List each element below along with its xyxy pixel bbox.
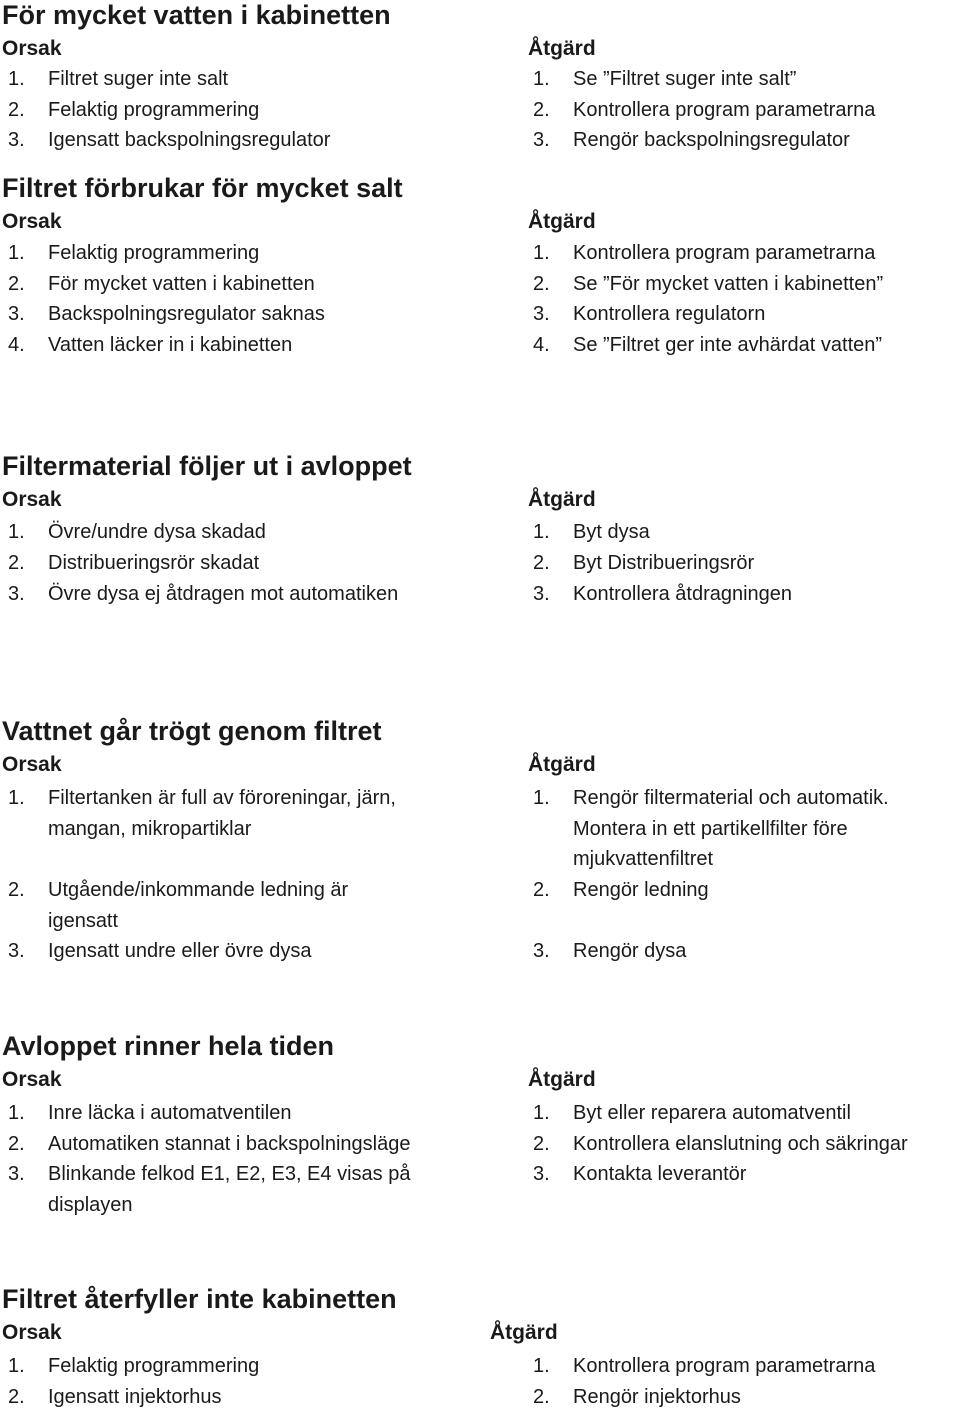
- action-number: 3.: [533, 1163, 550, 1185]
- cause-text: Övre/undre dysa skadad: [48, 521, 266, 543]
- action-number: 3.: [533, 129, 550, 151]
- cause-number: 1.: [8, 242, 25, 264]
- action-number: 2.: [533, 273, 550, 295]
- cause-number: 3.: [8, 303, 25, 325]
- cause-text: Igensatt backspolningsregulator: [48, 129, 331, 151]
- cause-text: Automatiken stannat i backspolningsläge: [48, 1133, 411, 1155]
- cause-number: 2.: [8, 1133, 25, 1155]
- cause-header: Orsak: [2, 753, 62, 776]
- cause-header: Orsak: [2, 1068, 62, 1091]
- cause-number: 3.: [8, 583, 25, 605]
- action-number: 1.: [533, 787, 550, 809]
- cause-number: 2.: [8, 552, 25, 574]
- action-header: Åtgärd: [490, 1321, 558, 1344]
- section-title: Filtret återfyller inte kabinetten: [2, 1284, 397, 1314]
- cause-number: 2.: [8, 879, 25, 901]
- cause-text: Distribueringsrör skadat: [48, 552, 260, 574]
- action-number: 1.: [533, 1355, 550, 1377]
- action-text: Kontrollera elanslutning och säkringar: [573, 1133, 908, 1155]
- cause-text: Felaktig programmering: [48, 242, 260, 264]
- action-text: Rengör injektorhus: [573, 1386, 741, 1408]
- action-text: Se ”Filtret ger inte avhärdat vatten”: [573, 334, 883, 356]
- section-title: Filtermaterial följer ut i avloppet: [2, 451, 412, 481]
- action-text: Byt dysa: [573, 521, 650, 543]
- cause-text: Inre läcka i automatventilen: [48, 1102, 292, 1124]
- cause-number: 3.: [8, 1163, 25, 1185]
- cause-number: 4.: [8, 334, 25, 356]
- cause-text: Filtret suger inte salt: [48, 68, 229, 90]
- action-number: 1.: [533, 242, 550, 264]
- cause-number: 2.: [8, 99, 25, 121]
- action-number: 1.: [533, 521, 550, 543]
- section-title: Filtret förbrukar för mycket salt: [2, 173, 403, 203]
- action-text: Kontakta leverantör: [573, 1163, 747, 1185]
- action-text: Rengör backspolningsregulator: [573, 129, 850, 151]
- cause-header: Orsak: [2, 37, 62, 60]
- action-header: Åtgärd: [528, 488, 596, 511]
- cause-text: Filtertanken är full av föroreningar, järn, mangan, mikropartiklar: [48, 787, 396, 840]
- action-number: 3.: [533, 940, 550, 962]
- action-number: 1.: [533, 1102, 550, 1124]
- action-number: 2.: [533, 99, 550, 121]
- cause-number: 1.: [8, 787, 25, 809]
- action-header: Åtgärd: [528, 210, 596, 233]
- action-text: Kontrollera program parametrarna: [573, 99, 876, 121]
- action-text: Byt Distribueringsrör: [573, 552, 755, 574]
- action-text: Se ”För mycket vatten i kabinetten”: [573, 273, 884, 295]
- section-title: För mycket vatten i kabinetten: [2, 0, 391, 30]
- section-title: Vattnet går trögt genom filtret: [2, 716, 382, 746]
- action-text: Byt eller reparera automatventil: [573, 1102, 851, 1124]
- cause-text: Blinkande felkod E1, E2, E3, E4 visas på displayen: [48, 1163, 411, 1216]
- action-number: 3.: [533, 583, 550, 605]
- cause-text: Övre dysa ej åtdragen mot automatiken: [48, 583, 399, 605]
- action-header: Åtgärd: [528, 1068, 596, 1091]
- cause-text: För mycket vatten i kabinetten: [48, 273, 315, 295]
- action-text: Kontrollera regulatorn: [573, 303, 766, 325]
- section-title: Avloppet rinner hela tiden: [2, 1031, 335, 1061]
- action-text: Kontrollera program parametrarna: [573, 242, 876, 264]
- action-number: 4.: [533, 334, 550, 356]
- cause-number: 2.: [8, 1386, 25, 1408]
- cause-header: Orsak: [2, 1321, 62, 1344]
- action-number: 1.: [533, 68, 550, 90]
- cause-number: 1.: [8, 1102, 25, 1124]
- action-number: 3.: [533, 303, 550, 325]
- cause-text: Vatten läcker in i kabinetten: [48, 334, 293, 356]
- cause-number: 1.: [8, 521, 25, 543]
- action-text: Kontrollera åtdragningen: [573, 583, 793, 605]
- action-number: 2.: [533, 879, 550, 901]
- cause-number: 1.: [8, 1355, 25, 1377]
- action-text: Kontrollera program parametrarna: [573, 1355, 876, 1377]
- cause-text: Backspolningsregulator saknas: [48, 303, 325, 325]
- action-header: Åtgärd: [528, 37, 596, 60]
- cause-header: Orsak: [2, 488, 62, 511]
- cause-number: 3.: [8, 129, 25, 151]
- action-text: Rengör ledning: [573, 879, 709, 901]
- cause-number: 3.: [8, 940, 25, 962]
- cause-text: Igensatt undre eller övre dysa: [48, 940, 312, 962]
- action-text: Rengör dysa: [573, 940, 687, 962]
- cause-header: Orsak: [2, 210, 62, 233]
- action-header: Åtgärd: [528, 753, 596, 776]
- cause-text: Igensatt injektorhus: [48, 1386, 222, 1408]
- action-number: 2.: [533, 1133, 550, 1155]
- action-text: Se ”Filtret suger inte salt”: [573, 68, 797, 90]
- cause-number: 2.: [8, 273, 25, 295]
- cause-number: 1.: [8, 68, 25, 90]
- action-text: Rengör filtermaterial och automatik. Montera in ett partikellfilter före mjukvattenfiltret: [573, 787, 889, 870]
- cause-text: Felaktig programmering: [48, 1355, 260, 1377]
- action-number: 2.: [533, 1386, 550, 1408]
- cause-text: Felaktig programmering: [48, 99, 260, 121]
- cause-text: Utgående/inkommande ledning är igensatt: [48, 879, 349, 932]
- action-number: 2.: [533, 552, 550, 574]
